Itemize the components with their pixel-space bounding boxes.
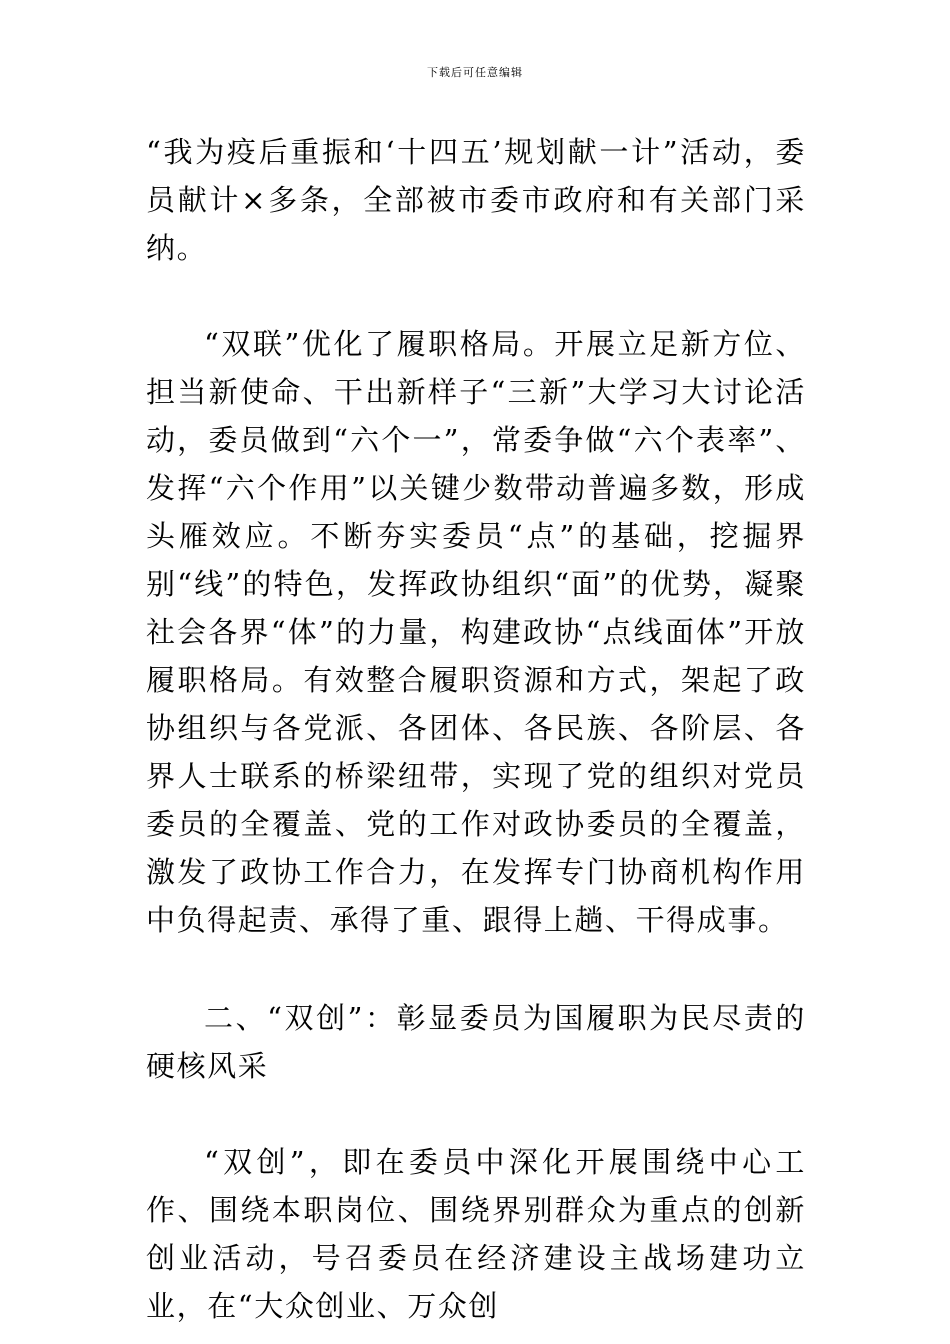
paragraph-continuation: “我为疫后重振和‘十四五’规划献一计”活动，委员献计×多条，全部被市委市政府和有关部门采纳。 xyxy=(146,135,806,265)
section-heading: 二、“双创”：彰显委员为国履职为民尽责的硬核风采 xyxy=(146,1001,806,1083)
paragraph-gap xyxy=(146,272,806,320)
paragraph-shuangchuang: “双创”，即在委员中深化开展围绕中心工作、围绕本职岗位、围绕界别群众为重点的创新创业活动，号召委员在经济建设主战场建功立业，在“大众创业、万众创 xyxy=(146,1145,806,1323)
paragraph-gap xyxy=(146,944,806,994)
paragraph-gap xyxy=(146,1090,806,1138)
paragraph-shuanglian: “双联”优化了履职格局。开展立足新方位、担当新使命、干出新样子“三新”大学习大讨论活动，委员做到“六个一”，常委争做“六个表率”、发挥“六个作用”以关键少数带动普遍多数，形成头雁效应。不断夯实委员“点”的基础，挖掘界别“线”的特色，发挥政协组织“面”的优势，凝聚社会各界“体”的力量，构建政协“点线面体”开放履职格局。有效整合履职资源和方式，架起了政协组织与各党派、各团体、各民族、各阶层、各界人士联系的桥梁纽带，实现了党的组织对党员委员的全覆盖、党的工作对政协委员的全覆盖，激发了政协工作合力，在发挥专门协商机构作用中负得起责、承得了重、跟得上趟、干得成事。 xyxy=(146,327,806,937)
page-header: 下载后可任意编辑 xyxy=(427,66,523,79)
document-body xyxy=(146,128,806,1330)
